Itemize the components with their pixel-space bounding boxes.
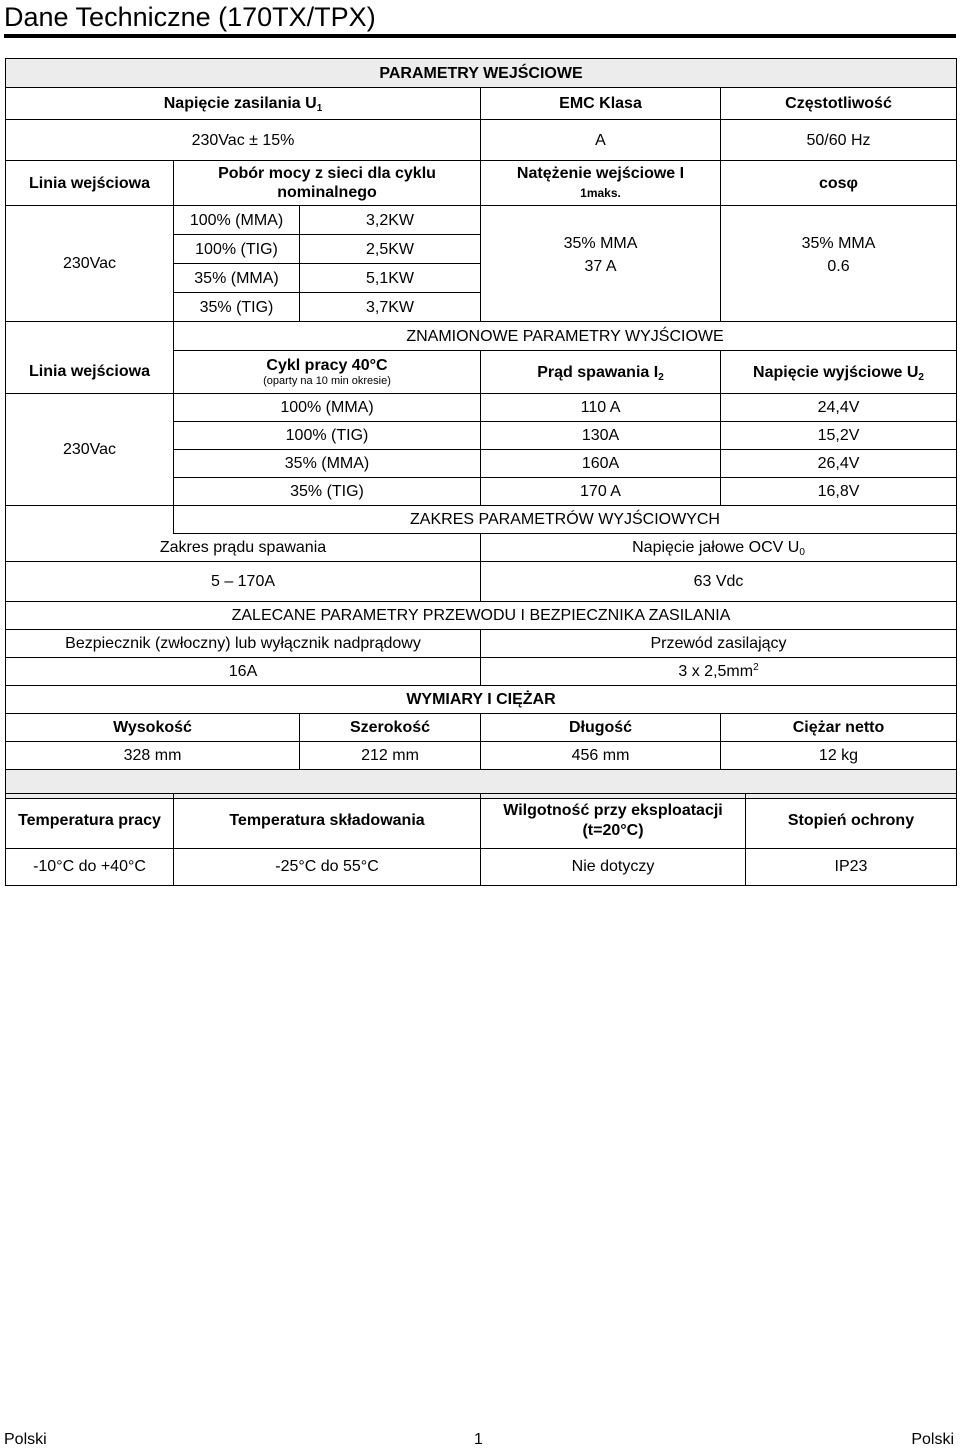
length-label: Długość: [481, 714, 721, 742]
fuse-label: Bezpiecznik (zwłoczny) lub wyłącznik nadprądowy: [6, 630, 481, 658]
ocv-label: Napięcie jałowe OCV $U_0$: [481, 534, 957, 562]
line-input-label: Linia wejściowa: [6, 161, 174, 206]
cable-value: 3 x $2,5mm^2$: [481, 658, 957, 686]
footer-page-number: 1: [474, 1431, 483, 1448]
footer-language-right: Polski: [911, 1431, 954, 1448]
length-value: 456 mm: [481, 742, 721, 770]
power-mode: 100% (MMA): [174, 206, 300, 235]
page-title: Dane Techniczne (170TX/TPX): [4, 2, 376, 32]
input-params-header: PARAMETRY WEJŚCIOWE: [6, 59, 957, 88]
output-range-header: ZAKRES PARAMETRÓW WYJŚCIOWYCH: [174, 506, 957, 534]
power-mode: 35% (MMA): [174, 264, 300, 293]
height-value: 328 mm: [6, 742, 300, 770]
footer-language-left: Polski: [4, 1431, 47, 1448]
supply-voltage-header: Napięcie zasilania $U_1$: [6, 88, 481, 120]
welding-current-header: Prąd spawania $I_2$: [481, 351, 721, 394]
cable-label: Przewód zasilający: [481, 630, 957, 658]
power-value: 3,7KW: [300, 293, 481, 322]
power-mode: 35% (TIG): [174, 293, 300, 322]
emc-class-header: EMC Klasa: [481, 88, 721, 120]
output-voltage-value: 15,2V: [721, 422, 957, 450]
environment-table: [5, 793, 957, 886]
welding-current-range-value: 5 – 170A: [6, 562, 481, 602]
blank-cell: [6, 322, 174, 351]
specification-table: [5, 58, 957, 799]
storage-temp-value: -25°C do 55°C: [174, 849, 481, 886]
duty-cycle-value: 100% (TIG): [174, 422, 481, 450]
blank-cell: [6, 506, 174, 534]
input-current-cell: 35% MMA 37 A: [481, 206, 721, 322]
emc-class-value: A: [481, 120, 721, 161]
duty-cycle-value: 100% (MMA): [174, 394, 481, 422]
duty-cycle-value: 35% (TIG): [174, 478, 481, 506]
power-value: 2,5KW: [300, 235, 481, 264]
duty-cycle-value: 35% (MMA): [174, 450, 481, 478]
power-mode: 100% (TIG): [174, 235, 300, 264]
cos-phi-header: cosφ: [721, 161, 957, 206]
dimensions-header: WYMIARY I CIĘŻAR: [6, 686, 957, 714]
welding-current-value: 110 A: [481, 394, 721, 422]
rated-params-header: ZNAMIONOWE PARAMETRY WYJŚCIOWE: [174, 322, 957, 351]
weight-value: 12 kg: [721, 742, 957, 770]
cos-phi-cell: 35% MMA 0.6: [721, 206, 957, 322]
title-underline: [4, 34, 956, 38]
welding-current-value: 160A: [481, 450, 721, 478]
frequency-value: 50/60 Hz: [721, 120, 957, 161]
width-label: Szerokość: [300, 714, 481, 742]
width-value: 212 mm: [300, 742, 481, 770]
output-voltage-value: 26,4V: [721, 450, 957, 478]
output-voltage-value: 16,8V: [721, 478, 957, 506]
input-current-header: Natężenie wejściowe I 1maks.: [481, 161, 721, 206]
operating-temp-label: Temperatura pracy: [6, 794, 174, 849]
welding-current-value: 130A: [481, 422, 721, 450]
cable-fuse-header: ZALECANE PARAMETRY PRZEWODU I BEZPIECZNIKA ZASILANIA: [6, 602, 957, 630]
power-value: 3,2KW: [300, 206, 481, 235]
supply-voltage-value: 230Vac ± 15%: [6, 120, 481, 161]
weight-label: Ciężar netto: [721, 714, 957, 742]
ocv-value: 63 Vdc: [481, 562, 957, 602]
duty-cycle-header: Cykl pracy 40°C (oparty na 10 min okresie): [174, 351, 481, 394]
operating-temp-value: -10°C do +40°C: [6, 849, 174, 886]
humidity-value: Nie dotyczy: [481, 849, 746, 886]
line-input-value: 230Vac: [6, 394, 174, 506]
output-voltage-header: Napięcie wyjściowe $U_2$: [721, 351, 957, 394]
frequency-header: Częstotliwość: [721, 88, 957, 120]
output-voltage-value: 24,4V: [721, 394, 957, 422]
power-consumption-header: Pobór mocy z sieci dla cyklu nominalnego: [174, 161, 481, 206]
line-input-label: Linia wejściowa: [6, 351, 174, 394]
humidity-label: Wilgotność przy eksploatacji (t=20°C): [481, 794, 746, 849]
height-label: Wysokość: [6, 714, 300, 742]
welding-current-range-label: Zakres prądu spawania: [6, 534, 481, 562]
power-value: 5,1KW: [300, 264, 481, 293]
protection-value: IP23: [746, 849, 957, 886]
protection-label: Stopień ochrony: [746, 794, 957, 849]
fuse-value: 16A: [6, 658, 481, 686]
line-input-value: 230Vac: [6, 206, 174, 322]
storage-temp-label: Temperatura składowania: [174, 794, 481, 849]
welding-current-value: 170 A: [481, 478, 721, 506]
